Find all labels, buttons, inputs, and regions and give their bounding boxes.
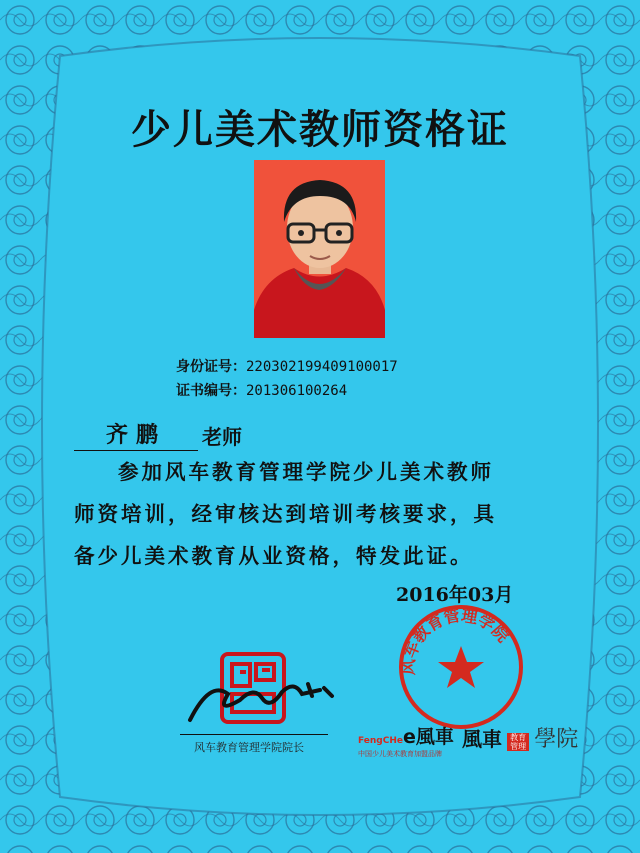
signature-block	[170, 650, 340, 738]
fengche-logo-text: e風車	[402, 726, 454, 748]
cert-number-row	[176, 380, 347, 400]
seal-star-icon	[438, 646, 484, 688]
fengche-logo-tagline: 中国少儿美术教育加盟品牌	[358, 750, 442, 758]
academy-logo-text: 風車	[462, 727, 502, 751]
red-chop-stamp	[222, 654, 284, 722]
certificate-body	[74, 451, 574, 577]
cert-number-label: 证书编号：	[176, 383, 246, 399]
official-seal	[394, 600, 528, 738]
body-line-2: 师资培训，经审核达到培训考核要求，具	[74, 502, 497, 526]
fengche-logo-prefix: FengCHe	[358, 736, 403, 746]
id-number-label: 身份证号：	[176, 359, 246, 375]
body-line-3: 备少儿美术教育从业资格，特发此证。	[74, 544, 474, 568]
portrait-photo	[254, 160, 385, 338]
signature-caption: 风车教育管理学院院长	[194, 741, 304, 754]
body-line-1: 参加风车教育管理学院少儿美术教师	[118, 460, 494, 484]
recipient-name: 齐鹏	[74, 418, 198, 451]
cert-number-value: 201306100264	[246, 383, 348, 399]
recipient-title: 老师	[202, 425, 242, 449]
academy-logo-badge: 教育管理	[507, 733, 529, 751]
issue-date: 2016年03月	[396, 584, 514, 606]
handwritten-signature	[190, 684, 332, 720]
seal-text: 风车教育管理学院	[398, 605, 513, 676]
id-number-row	[176, 356, 398, 376]
fengche-logo	[358, 722, 454, 759]
signature-line	[180, 734, 328, 735]
id-number-value: 220302199409100017	[246, 359, 398, 375]
academy-logo-suffix: 學院	[534, 727, 579, 752]
certificate-title: 少儿美术教师资格证	[131, 106, 509, 153]
academy-logo	[462, 722, 578, 753]
